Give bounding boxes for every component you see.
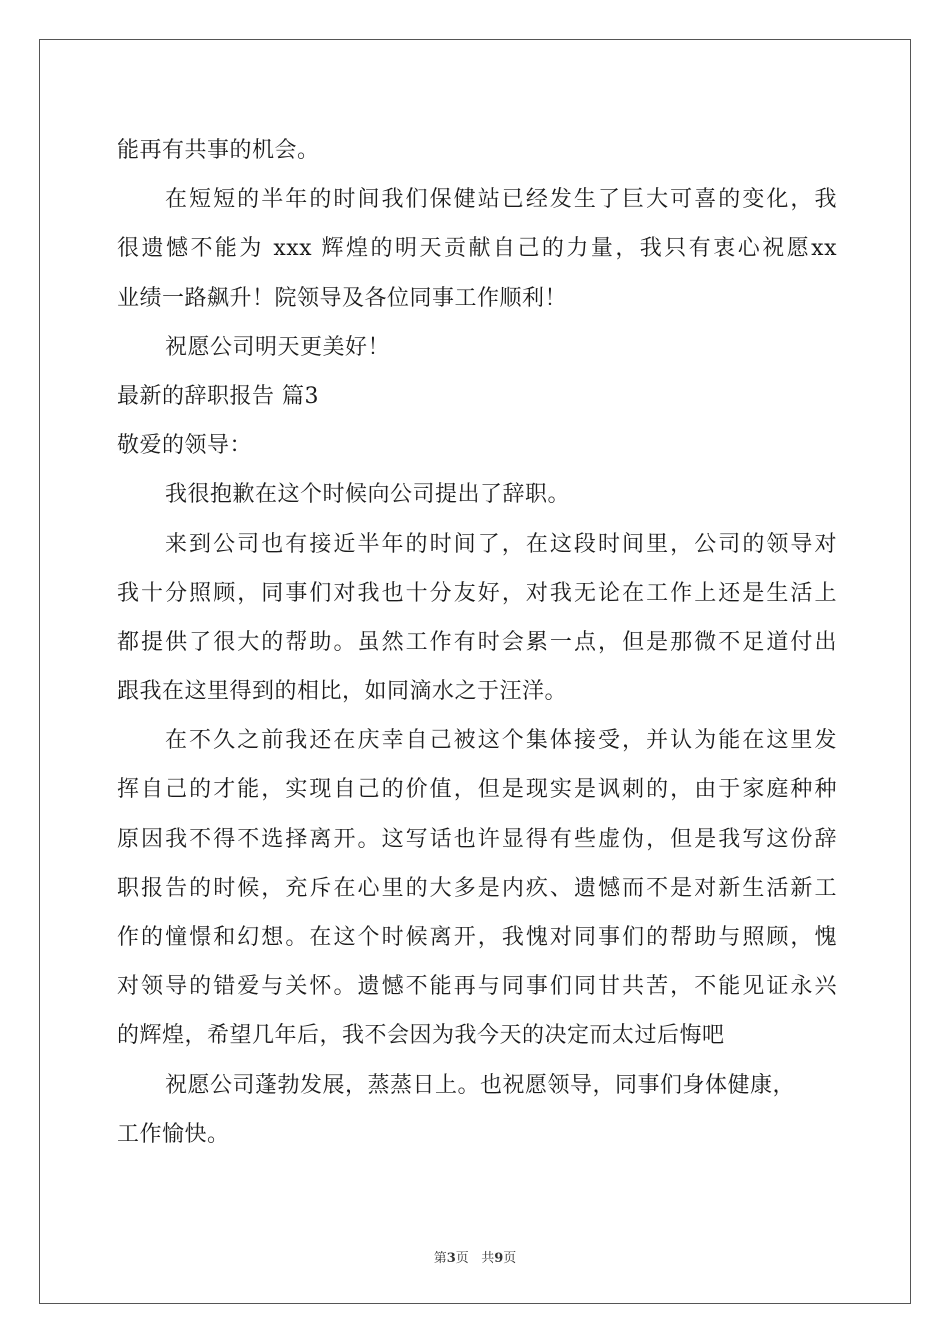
paragraph-line: 祝愿公司蓬勃发展，蒸蒸日上。也祝愿领导，同事们身体健康， — [165, 1072, 796, 1098]
page-suffix: 页 — [455, 1251, 469, 1266]
paragraph-line: 职报告的时候，充斥在心里的大多是内疚、遗憾而不是对新生活新工 — [117, 875, 837, 901]
paragraph-line: 祝愿公司明天更美好！ — [165, 334, 391, 360]
paragraph-line: 业绩一路飙升！院领导及各位同事工作顺利！ — [117, 285, 568, 311]
paragraph-line: 工作愉快。 — [117, 1121, 230, 1147]
total-suffix: 页 — [503, 1251, 517, 1266]
page-number: 3 — [446, 1251, 456, 1266]
paragraph-line: 能再有共事的机会。 — [117, 138, 320, 163]
paragraph-line: 作的憧憬和幻想。在这个时候离开，我愧对同事们的帮助与照顾，愧 — [117, 925, 837, 950]
paragraph-line: 我很抱歉在这个时候向公司提出了辞职。 — [165, 482, 571, 508]
paragraph-line: 我十分照顾，同事们对我也十分友好，对我无论在工作上还是生活上 — [117, 580, 837, 606]
salutation: 敬爱的领导： — [117, 433, 253, 459]
paragraph-line: 在短短的半年的时间我们保健站已经发生了巨大可喜的变化，我 — [165, 187, 837, 213]
paragraph-line: 挥自己的才能，实现自己的价值，但是现实是讽刺的，由于家庭种种 — [117, 777, 837, 803]
section-heading: 最新的辞职报告 篇3 — [117, 383, 319, 409]
paragraph-line: 对领导的错爱与关怀。遗憾不能再与同事们同甘共苦，不能见证永兴 — [117, 974, 837, 1000]
paragraph-line: 很遗憾不能为 xxx 辉煌的明天贡献自己的力量，我只有衷心祝愿xx — [117, 236, 837, 262]
paragraph-line: 在不久之前我还在庆幸自己被这个集体接受，并认为能在这里发 — [165, 728, 837, 754]
paragraph-line: 来到公司也有接近半年的时间了，在这段时间里，公司的领导对 — [165, 531, 837, 557]
paragraph-line: 跟我在这里得到的相比，如同滴水之于汪洋。 — [117, 679, 568, 705]
document-body — [117, 126, 837, 1159]
page-footer — [0, 1247, 950, 1266]
page-prefix: 第 — [433, 1251, 447, 1266]
total-pages: 9 — [494, 1251, 504, 1266]
paragraph-line: 原因我不得不选择离开。这写话也许显得有些虚伪，但是我写这份辞 — [117, 826, 837, 852]
paragraph-line: 都提供了很大的帮助。虽然工作有时会累一点，但是那微不足道付出 — [117, 629, 837, 655]
total-prefix: 共 — [481, 1251, 495, 1266]
paragraph-line: 的辉煌，希望几年后，我不会因为我今天的决定而太过后悔吧 — [117, 1023, 725, 1049]
